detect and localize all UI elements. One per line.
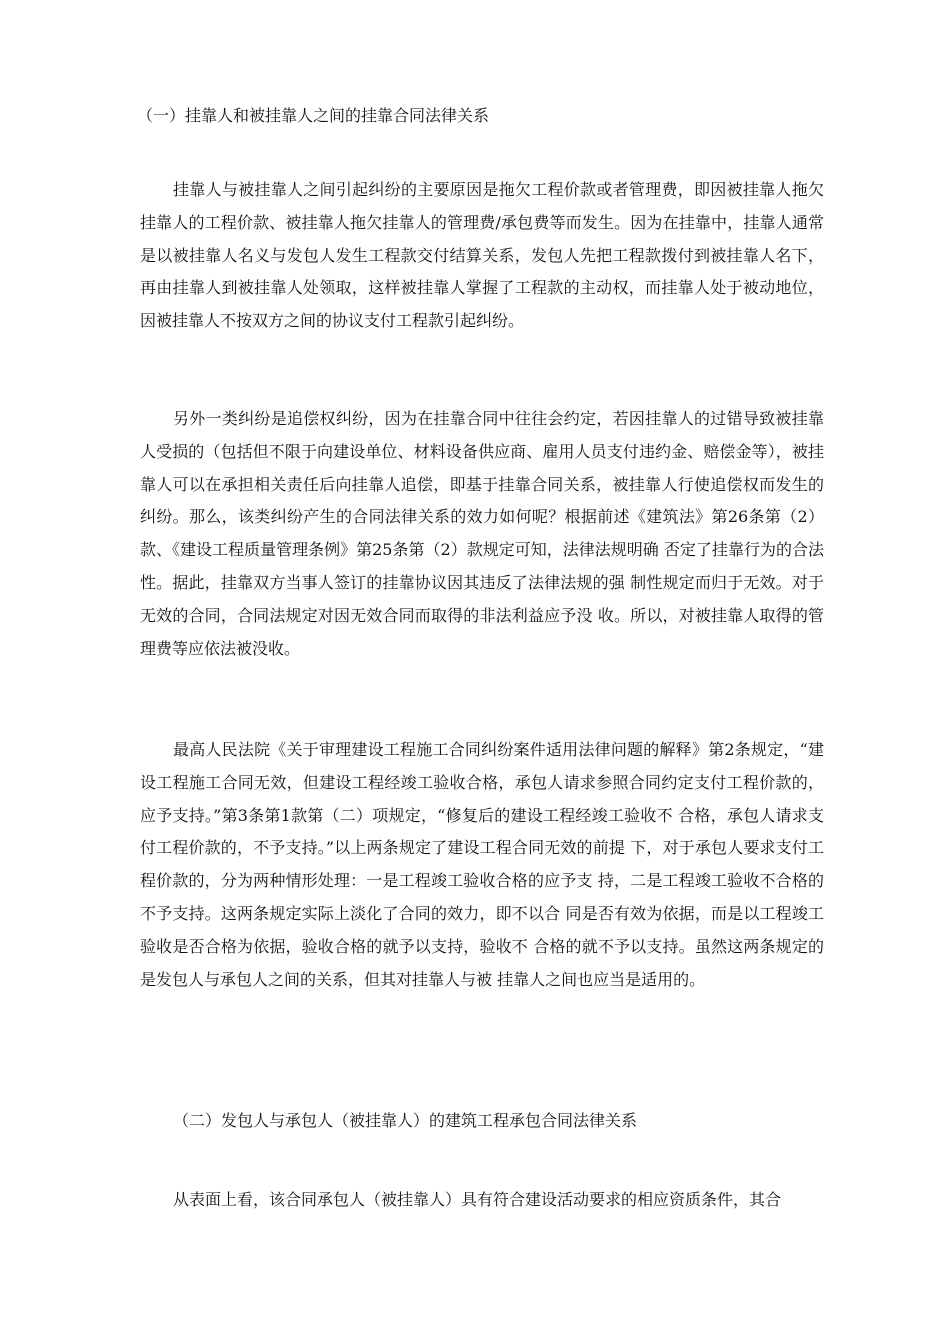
section-heading-2: （二）发包人与承包人（被挂靠人）的建筑工程承包合同法律关系 — [173, 1111, 638, 1130]
paragraph-4: 从表面上看，该合同承包人（被挂靠人）具有符合建设活动要求的相应资质条件，其合 — [173, 1190, 782, 1209]
paragraph-3: 最高人民法院《关于审理建设工程施工合同纠纷案件适用法律问题的解释》第2条规定，“建设工程施工合同无效，但建设工程经竣工验收合格，承包人请求参照合同约定支付工程价款的，应予支持。”第3条第1款第（二）项规定，“修复后的建设工程经竣工验收不 合格，承包人请求支付工程价款的，不予支持。”以上两条规定了建设工程合同无效的前提 下，对于承包人要求支付工程价款的，分为两种情形处理：一是工程竣工验收合格的应予支 持，二是工程竣工验收不合格的不予支持。这两条规定实际上淡化了合同的效力，即不以合 同是否有效为依据，而是以工程竣工验收是否合格为依据，验收合格的就予以支持，验收不 合格的就不予以支持。虽然这两条规定的是发包人与承包人之间的关系，但其对挂靠人与被 挂靠人之间也应当是适用的。 — [140, 740, 824, 989]
paragraph-1: 挂靠人与被挂靠人之间引起纠纷的主要原因是拖欠工程价款或者管理费，即因被挂靠人拖欠挂靠人的工程价款、被挂靠人拖欠挂靠人的管理费/承包费等而发生。因为在挂靠中，挂靠人通常是以被挂靠人名义与发包人发生工程款交付结算关系，发包人先把工程款拨付到被挂靠人名下，再由挂靠人到被挂靠人处领取，这样被挂靠人掌握了工程款的主动权，而挂靠人处于被动地位，因被挂靠人不按双方之间的协议支付工程款引起纠纷。 — [140, 180, 824, 331]
paragraph-2: 另外一类纠纷是追偿权纠纷，因为在挂靠合同中往往会约定，若因挂靠人的过错导致被挂靠人受损的（包括但不限于向建设单位、材料设备供应商、雇用人员支付违约金、赔偿金等），被挂靠人可以在承担相关责任后向挂靠人追偿，即基于挂靠合同关系，被挂靠人行使追偿权而发生的纠纷。那么，该类纠纷产生的合同法律关系的效力如何呢？根据前述《建筑法》第26条第（2）款、《建设工程质量管理条例》第25条第（2）款规定可知，法律法规明确 否定了挂靠行为的合法性。据此，挂靠双方当事人签订的挂靠协议因其违反了法律法规的强 制性规定而归于无效。对于无效的合同，合同法规定对因无效合同而取得的非法利益应予没 收。所以，对被挂靠人取得的管理费等应依法被没收。 — [140, 409, 824, 658]
section-heading-1: （一）挂靠人和被挂靠人之间的挂靠合同法律关系 — [137, 106, 490, 125]
